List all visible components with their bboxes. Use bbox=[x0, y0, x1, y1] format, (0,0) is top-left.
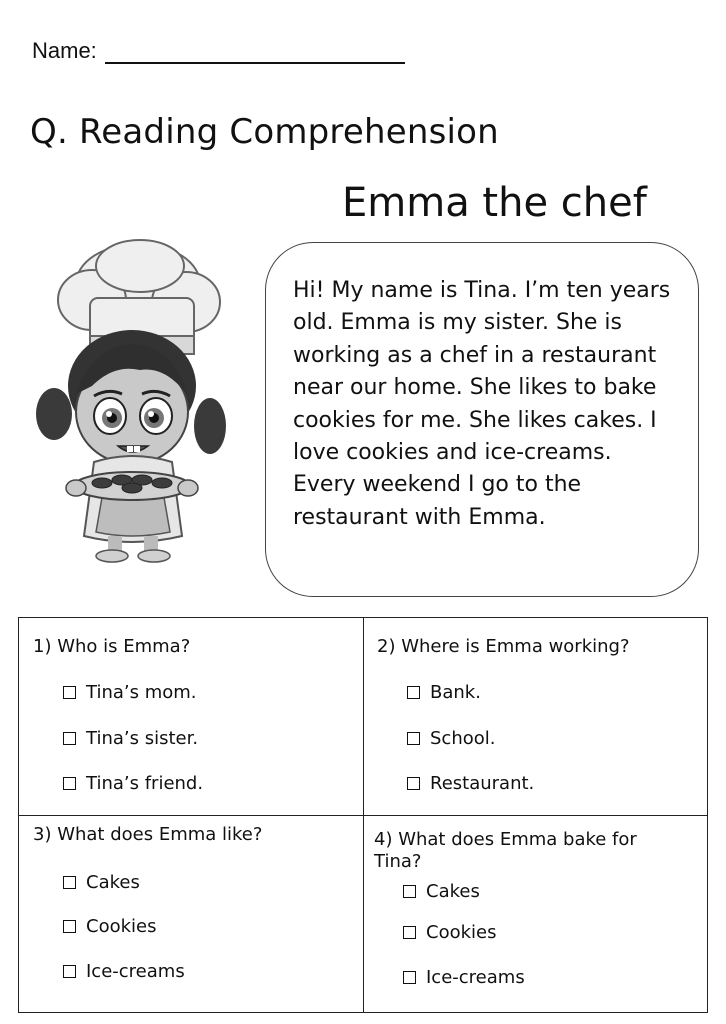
checkbox-icon[interactable] bbox=[63, 965, 76, 978]
question-4-option-3[interactable] bbox=[403, 967, 525, 988]
question-3-option-2[interactable] bbox=[63, 916, 156, 937]
name-label: Name: bbox=[32, 38, 97, 63]
option-label: Bank. bbox=[430, 682, 481, 703]
checkbox-icon[interactable] bbox=[407, 732, 420, 745]
question-3-text: 3) What does Emma like? bbox=[33, 824, 263, 845]
name-field-row bbox=[32, 38, 405, 64]
checkbox-icon[interactable] bbox=[63, 777, 76, 790]
option-label: Tina’s friend. bbox=[86, 773, 204, 794]
checkbox-icon[interactable] bbox=[407, 777, 420, 790]
option-label: Tina’s sister. bbox=[86, 728, 199, 749]
checkbox-icon[interactable] bbox=[407, 686, 420, 699]
question-1-option-1[interactable] bbox=[63, 682, 197, 703]
checkbox-icon[interactable] bbox=[403, 971, 416, 984]
question-3-option-1[interactable] bbox=[63, 872, 140, 893]
question-2-option-3[interactable] bbox=[407, 773, 534, 794]
question-3-option-3[interactable] bbox=[63, 961, 185, 982]
checkbox-icon[interactable] bbox=[63, 732, 76, 745]
question-2-option-2[interactable] bbox=[407, 728, 495, 749]
questions-grid bbox=[18, 617, 708, 1013]
grid-divider-horizontal bbox=[19, 815, 707, 816]
question-1-option-2[interactable] bbox=[63, 728, 198, 749]
option-label: Ice-creams bbox=[426, 967, 525, 988]
option-label: Tina’s mom. bbox=[86, 682, 197, 703]
checkbox-icon[interactable] bbox=[403, 926, 416, 939]
option-label: Cakes bbox=[426, 881, 480, 902]
checkbox-icon[interactable] bbox=[63, 876, 76, 889]
checkbox-icon[interactable] bbox=[63, 920, 76, 933]
question-4-option-1[interactable] bbox=[403, 881, 480, 902]
name-blank-line[interactable] bbox=[105, 38, 405, 64]
checkbox-icon[interactable] bbox=[63, 686, 76, 699]
option-label: School. bbox=[430, 728, 496, 749]
question-1-text: 1) Who is Emma? bbox=[33, 636, 191, 657]
chef-girl-illustration bbox=[32, 236, 244, 564]
checkbox-icon[interactable] bbox=[403, 885, 416, 898]
option-label: Cakes bbox=[86, 872, 140, 893]
question-1-option-3[interactable] bbox=[63, 773, 203, 794]
story-speech-bubble bbox=[265, 242, 699, 597]
section-title: Q. Reading Comprehension bbox=[30, 112, 499, 152]
option-label: Restaurant. bbox=[430, 773, 535, 794]
question-2-option-1[interactable] bbox=[407, 682, 481, 703]
story-title: Emma the chef bbox=[342, 180, 647, 226]
question-4-text: 4) What does Emma bake for Tina? bbox=[374, 829, 637, 872]
option-label: Cookies bbox=[86, 916, 157, 937]
question-2-text: 2) Where is Emma working? bbox=[377, 636, 630, 657]
option-label: Cookies bbox=[426, 922, 497, 943]
question-4-option-2[interactable] bbox=[403, 922, 496, 943]
story-text: Hi! My name is Tina. I’m ten years old. Emma is my sister. She is working as a chef in a restaurant near our home. She likes to bake cookies for me. She likes cakes. I love cookies and ice-creams. Every weekend I go to the restaurant with Emma. bbox=[293, 278, 671, 530]
option-label: Ice-creams bbox=[86, 961, 185, 982]
